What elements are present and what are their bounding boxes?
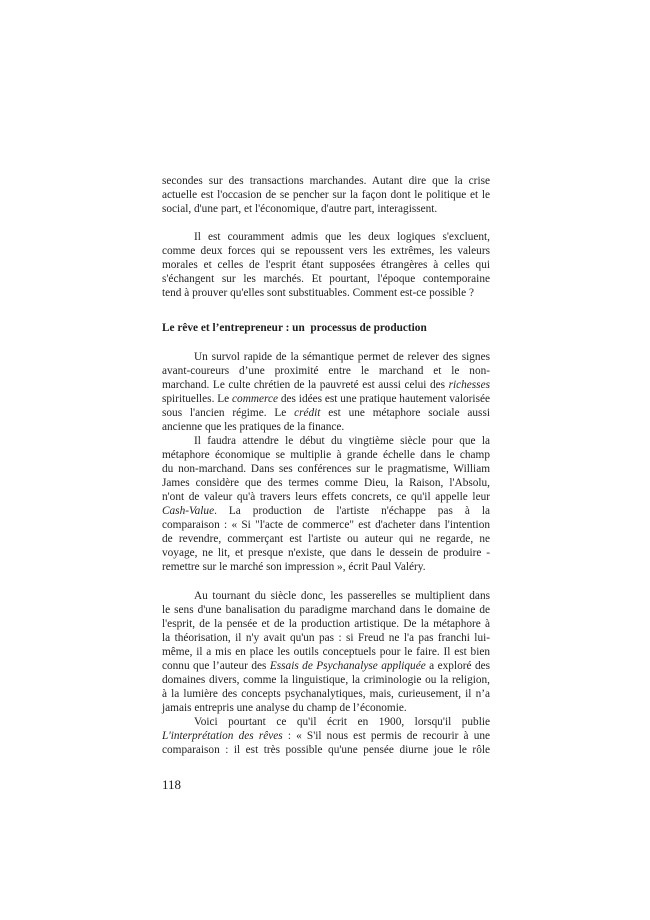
text-line: remettre sur le marché son impression », écrit Paul Valéry. [162,561,426,573]
text-segment: spirituelles. Le [162,393,233,405]
text-line: même, il a mis en place les outils conceptuels pour le faire. Il est bien [162,646,490,658]
text-segment: a exploré des [425,660,491,672]
text-line: métaphore économique se multiplie à grande échelle dans le champ [162,449,490,461]
italic-term: Essais de Psychanalyse appliquée [269,660,426,672]
paragraph-4 [162,434,490,574]
text-line: Un survol rapide de la sémantique permet de relever des signes [194,351,490,363]
text-line: secondes sur des transactions marchandes. Autant dire que la crise [162,175,490,187]
text-line [162,504,490,518]
text-line: Il faudra attendre le début du vingtième siècle pour que la [194,435,490,447]
text-line: avant-coureurs d’une proximité entre le marchand et le non- [162,365,490,377]
text-line: tend à prouver qu'elles sont substituables. Comment est-ce possible ? [162,287,475,299]
italic-term: Cash-Value [162,505,215,517]
paragraph-5 [162,589,490,715]
text-segment: . La production de l'artiste n'échappe pas à la [214,505,490,517]
text-line: James considère que des termes comme Dieu, la Raison, l'Absolu, [162,477,490,489]
text-line: s'échangent sur les marchés. Et pourtant, l'époque contemporaine [162,273,490,285]
text-line: la théorisation, il n'y avait qu'un pas : si Freud ne l'a pas franchi lui- [162,632,490,644]
text-line: domaines divers, comme la linguistique, la criminologie ou la religion, [162,674,490,686]
text-line: Il est couramment admis que les deux logiques s'excluent, [194,231,490,243]
text-line: jamais entrepris une analyse du champ de l’économie. [162,702,407,714]
text-line: social, d'une part, et l'économique, d'autre part, interagissent. [162,203,438,215]
text-line: Voici pourtant ce qu'il écrit en 1900, lorsqu'il publie [194,716,490,728]
text-line [162,659,490,673]
text-segment: marchand. Le culte chrétien de la pauvreté est aussi celui des [162,379,449,391]
italic-term: commerce [232,393,279,405]
text-segment: connu que l’auteur des [162,660,270,672]
text-body [162,174,490,757]
text-line: morales et celles de l'esprit étant supposées étrangères à celles qui [162,259,490,271]
text-line [162,406,490,420]
text-line: du non-marchand. Dans ses conférences sur le pragmatisme, William [162,463,490,475]
italic-term: crédit [294,407,321,419]
text-line: voyage, ne lit, et presque n'existe, que dans le dessein de produire - [162,547,490,559]
text-line: ancienne que les pratiques de la finance. [162,421,345,433]
text-line: à la lumière des concepts psychanalytiques, mais, curieusement, il n’a [162,688,490,700]
text-line: comme deux forces qui se repoussent vers les extrêmes, les valeurs [162,245,490,257]
text-line: n'ont de valeur qu'à travers leurs effets concrets, ce qu'il appelle leur [162,491,490,503]
paragraph-6 [162,715,490,757]
text-line: comparaison : il est très possible qu'une pensée diurne joue le rôle [162,744,490,756]
text-line: comparaison : « Si "l'acte de commerce" est d'acheter dans l'intention [162,519,490,531]
text-segment: sous l'ancien régime. Le [162,407,295,419]
text-line [162,392,490,406]
italic-term: richesses [448,379,490,391]
text-line: Au tournant du siècle donc, les passerelles se multiplient dans [194,590,490,602]
text-line: actuelle est l'occasion de se pencher sur la façon dont le politique et le [162,189,490,201]
text-segment: est une métaphore sociale aussi [320,407,490,419]
page-number: 118 [162,777,182,792]
text-line: de revendre, commerçant est l'artiste ou auteur qui ne regarde, ne [162,533,490,545]
paragraph-3 [162,350,490,434]
paragraph-1 [162,174,490,216]
text-line [162,729,490,743]
text-line [162,378,490,392]
text-line: l'esprit, de la pensée et de la production artistique. De la métaphore à [162,618,490,630]
paragraph-2 [162,230,490,300]
italic-term: L'interprétation des rêves [162,730,283,742]
section-heading: Le rêve et l’entrepreneur : un processus de production [162,322,427,334]
text-segment: des idées est une pratique hautement valorisée [278,393,490,405]
text-line: le sens d'une banalisation du paradigme marchand dans le domaine de [162,604,490,616]
text-segment: : « S'il nous est permis de recourir à une [282,730,491,742]
